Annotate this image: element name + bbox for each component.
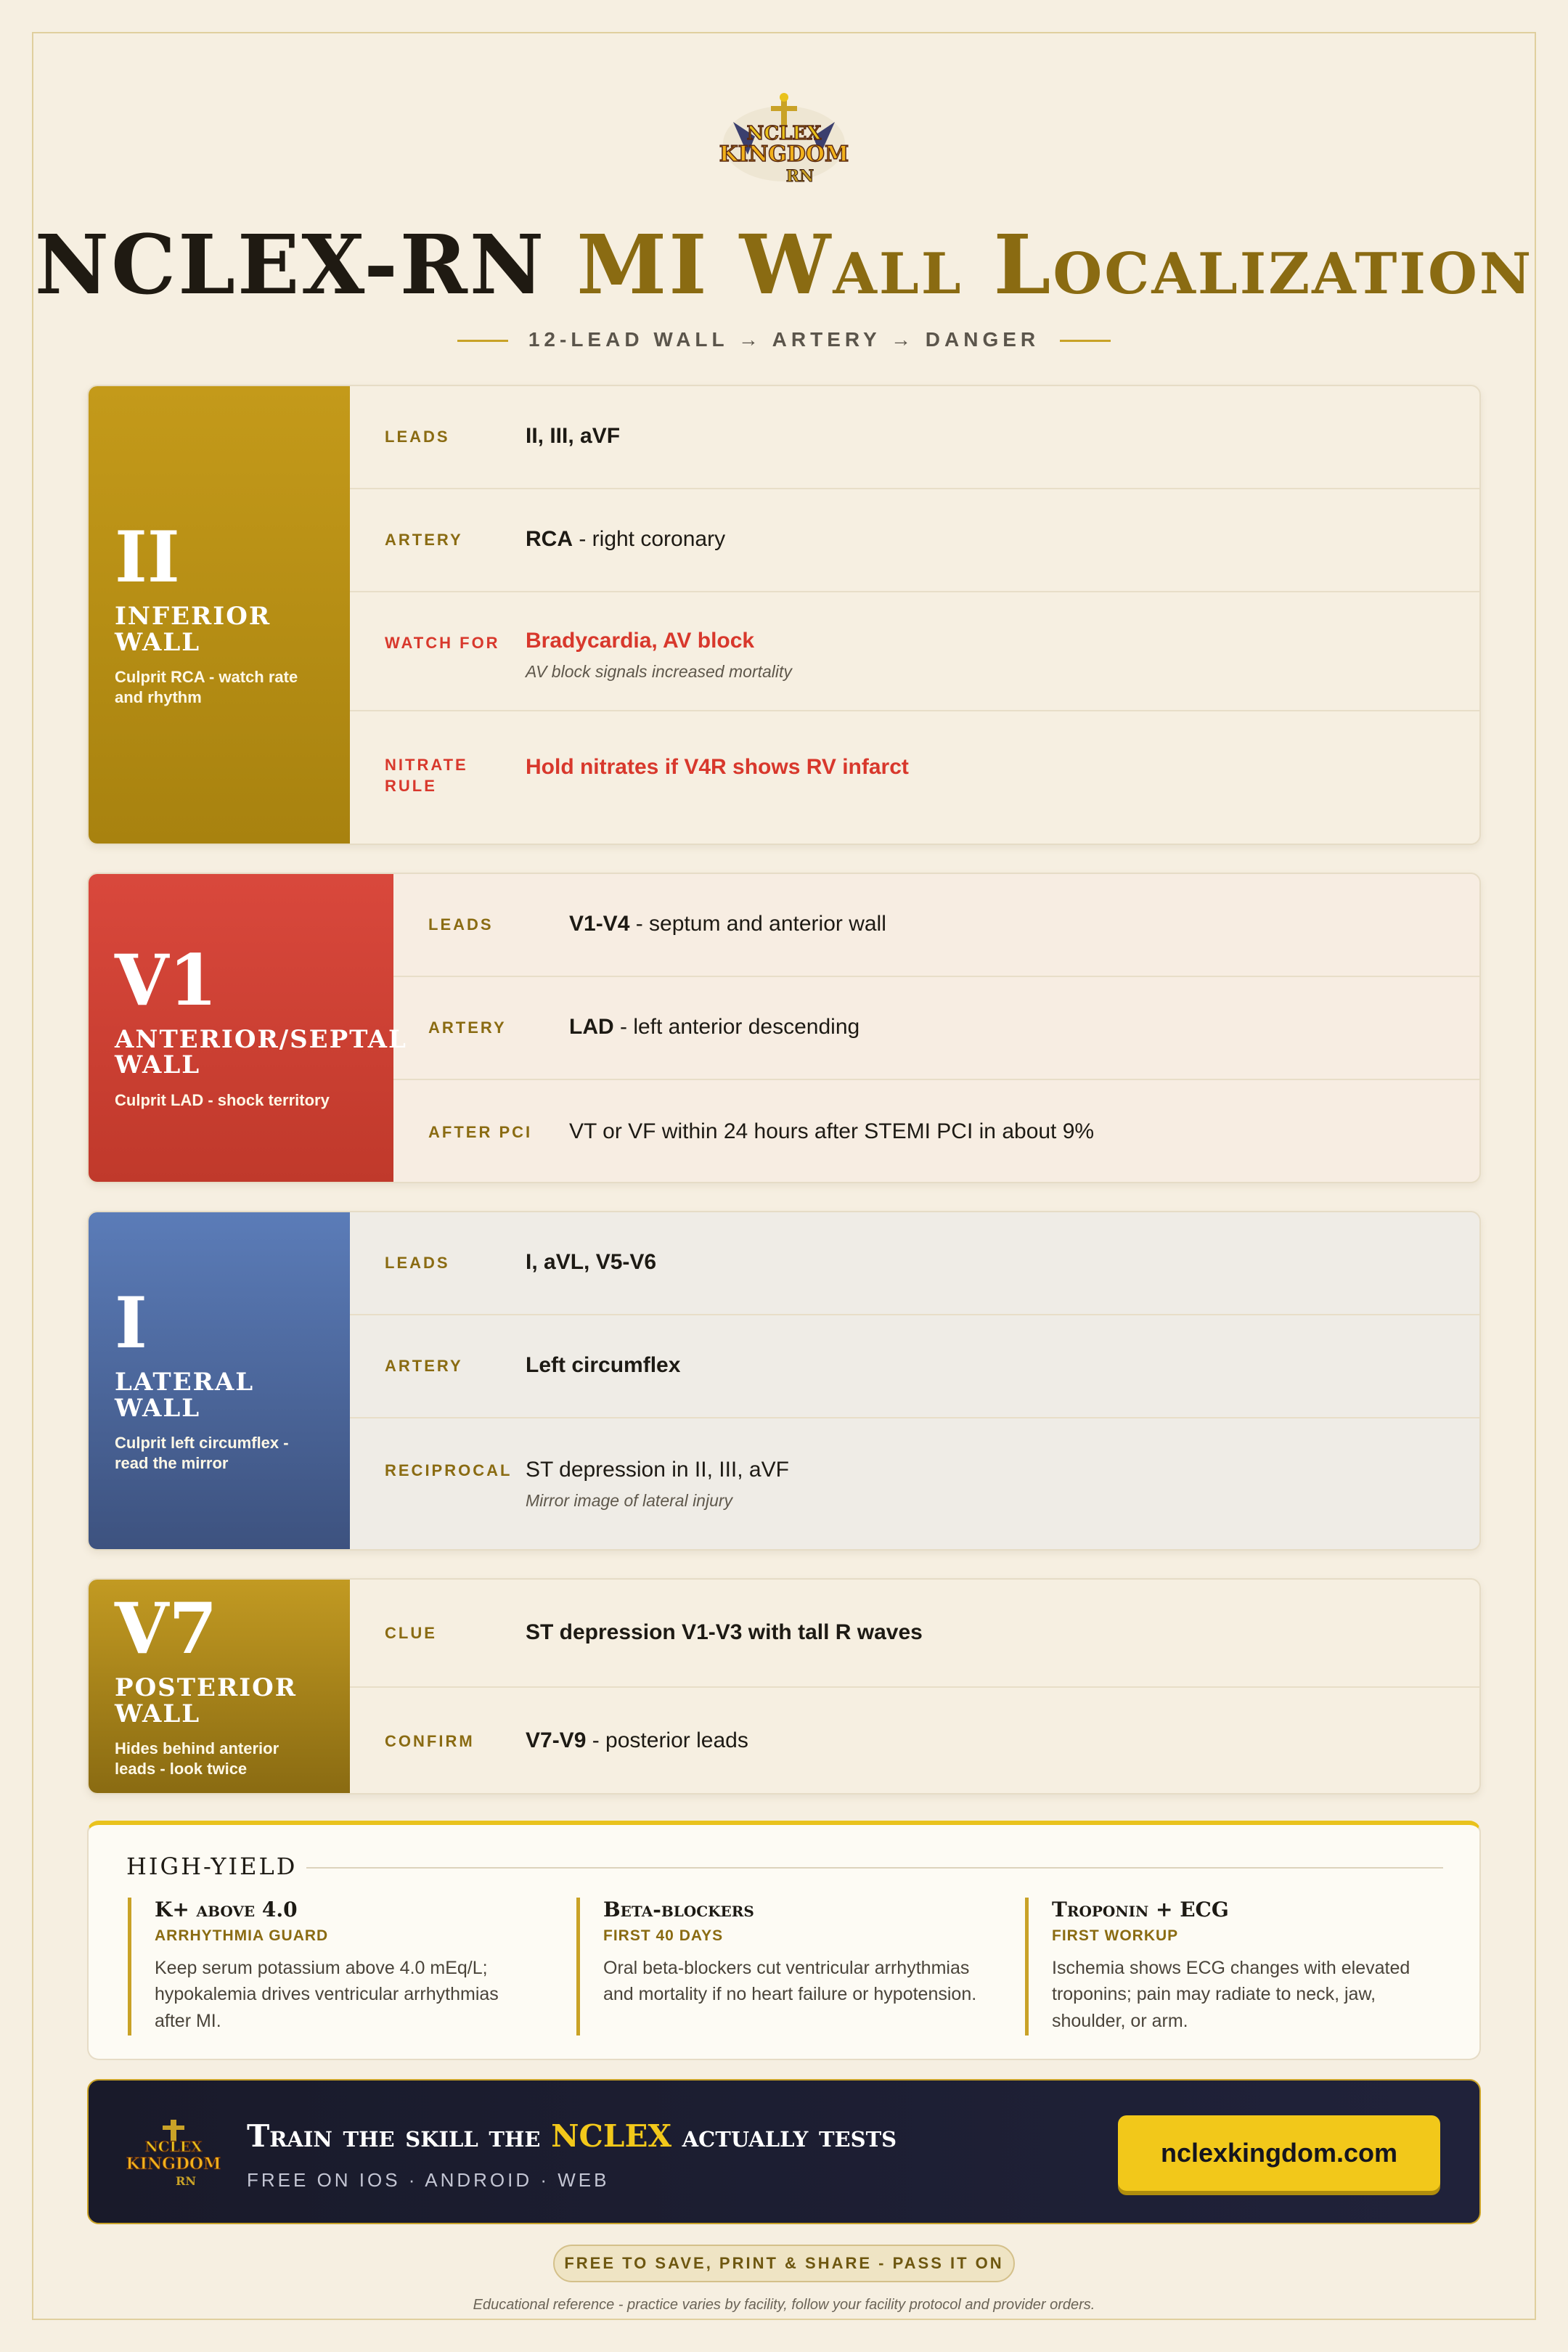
banner-subtitle: FREE ON IOS · ANDROID · WEB (247, 2169, 610, 2191)
row-note: Mirror image of lateral injury (526, 1491, 733, 1510)
row-leads (393, 874, 1479, 977)
card-rows (350, 386, 1479, 844)
lead-badge: II (115, 515, 180, 598)
page-title (0, 218, 1568, 313)
culprit-text: Culprit RCA - watch rate and rhythm (115, 668, 298, 706)
row-value: Left circumflex (526, 1353, 681, 1377)
row-label: LEADS (428, 915, 494, 934)
row-value: RCA - right coronary (526, 527, 726, 551)
wall-name: ANTERIOR/SEPTAL WALL (115, 1024, 407, 1080)
subtitle-rule-left (457, 340, 508, 342)
culprit-text: Culprit LAD - shock territory (115, 1090, 330, 1109)
culprit-text: Hides behind anterior leads - look twice (115, 1739, 279, 1778)
wall-name: POSTERIOR WALL (115, 1673, 297, 1728)
row-value: ST depression in II, III, aVF (526, 1458, 789, 1482)
title-main: NCLEX-RN (34, 218, 547, 313)
card-inferior-wall (87, 385, 1481, 845)
card-side-panel (89, 874, 407, 1182)
row-leads (350, 386, 1479, 489)
card-rows (350, 1580, 1479, 1793)
item-text: Ischemia shows ECG changes with elevated troponins; pain may radiate to neck, jaw, shoulder, or arm. (1052, 1958, 1410, 2031)
row-label: RECIPROCAL (385, 1461, 513, 1479)
card-posterior-wall (87, 1578, 1481, 1794)
card-side-panel (89, 386, 350, 844)
banner-logo (126, 2117, 221, 2189)
title-accent: MI Wall Localization (576, 218, 1534, 313)
subtitle-rule-right (1060, 340, 1111, 342)
row-after-pci (393, 1080, 1479, 1183)
subtitle-text: 12-LEAD WALL → ARTERY → DANGER (528, 328, 1040, 351)
high-yield-divider (306, 1867, 1443, 1869)
row-value: II, III, aVF (526, 424, 621, 448)
page-subtitle (0, 328, 1568, 351)
item-subheading: FIRST 40 DAYS (603, 1927, 724, 1944)
banner-title: Train the skill the NCLEX actually tests (247, 2118, 897, 2154)
item-subheading: FIRST WORKUP (1052, 1927, 1179, 1944)
high-yield-item-beta-blockers (576, 1898, 983, 2035)
lead-badge: V7 (115, 1587, 218, 1670)
lead-badge: I (115, 1281, 147, 1364)
high-yield-item-potassium (128, 1898, 534, 2035)
promo-banner (87, 2079, 1481, 2224)
item-heading: K+ above 4.0 (155, 1898, 298, 1922)
row-label: AFTER PCI (428, 1123, 533, 1141)
item-subheading: ARRHYTHMIA GUARD (155, 1927, 329, 1944)
row-reciprocal (350, 1418, 1479, 1551)
row-value: V1-V4 - septum and anterior wall (569, 912, 886, 936)
nclex-kingdom-logo (719, 93, 849, 190)
row-label: ARTERY (385, 531, 463, 549)
row-confirm (350, 1688, 1479, 1794)
wall-name: LATERAL WALL (115, 1367, 255, 1423)
row-value: V7-V9 - posterior leads (526, 1728, 748, 1752)
item-text: Keep serum potassium above 4.0 mEq/L; hypokalemia drives ventricular arrhythmias after MI. (155, 1958, 499, 2031)
row-nitrate-rule (350, 711, 1479, 845)
row-label: ARTERY (428, 1018, 507, 1037)
row-watch-for (350, 592, 1479, 711)
card-side-panel (89, 1212, 350, 1549)
row-label: CONFIRM (385, 1732, 475, 1750)
share-pill: FREE TO SAVE, PRINT & SHARE - PASS IT ON (553, 2245, 1015, 2282)
row-label: LEADS (385, 1254, 450, 1272)
row-value: ST depression V1-V3 with tall R waves (526, 1620, 923, 1644)
logo-word-3: RN (785, 167, 814, 186)
row-label: LEADS (385, 428, 450, 446)
row-value: Bradycardia, AV block (526, 629, 755, 653)
row-label: NITRATE RULE (385, 756, 468, 795)
svg-text:RN: RN (176, 2174, 196, 2188)
card-rows (350, 1212, 1479, 1549)
high-yield-title: HIGH-YIELD (126, 1853, 298, 1880)
high-yield-panel (87, 1821, 1481, 2060)
row-label: CLUE (385, 1624, 437, 1642)
footer-disclaimer: Educational reference - practice varies by facility, follow your facility protocol and provider orders. (473, 2297, 1095, 2313)
row-artery (350, 489, 1479, 592)
culprit-text: Culprit left circumflex - read the mirror (115, 1434, 289, 1472)
row-value: VT or VF within 24 hours after STEMI PCI in about 9% (569, 1119, 1095, 1143)
item-text: Oral beta-blockers cut ventricular arrhythmias and mortality if no heart failure or hypotension. (603, 1958, 977, 2005)
svg-text:NCLEX: NCLEX (144, 2138, 203, 2155)
row-value: LAD - left anterior descending (569, 1015, 860, 1039)
row-artery (393, 977, 1479, 1080)
svg-text:KINGDOM: KINGDOM (126, 2155, 221, 2173)
wall-name: INFERIOR WALL (115, 601, 271, 657)
logo-word-2: KINGDOM (719, 142, 849, 167)
card-side-panel (89, 1580, 350, 1793)
row-clue (350, 1580, 1479, 1688)
item-heading: Beta-blockers (603, 1898, 754, 1922)
row-value: Hold nitrates if V4R shows RV infarct (526, 755, 909, 779)
website-button[interactable]: nclexkingdom.com (1118, 2115, 1440, 2191)
high-yield-item-troponin (1025, 1898, 1432, 2035)
item-heading: Troponin + ECG (1052, 1898, 1229, 1922)
row-label: ARTERY (385, 1357, 463, 1375)
logo-word-1: NCLEX (746, 123, 822, 144)
row-value: I, aVL, V5-V6 (526, 1250, 657, 1274)
card-anterior-septal-wall (87, 873, 1481, 1183)
row-artery (350, 1315, 1479, 1418)
card-lateral-wall (87, 1211, 1481, 1551)
row-note: AV block signals increased mortality (526, 662, 792, 681)
card-rows (393, 874, 1479, 1182)
lead-badge: V1 (115, 939, 218, 1021)
row-label: WATCH FOR (385, 634, 500, 652)
row-leads (350, 1212, 1479, 1315)
